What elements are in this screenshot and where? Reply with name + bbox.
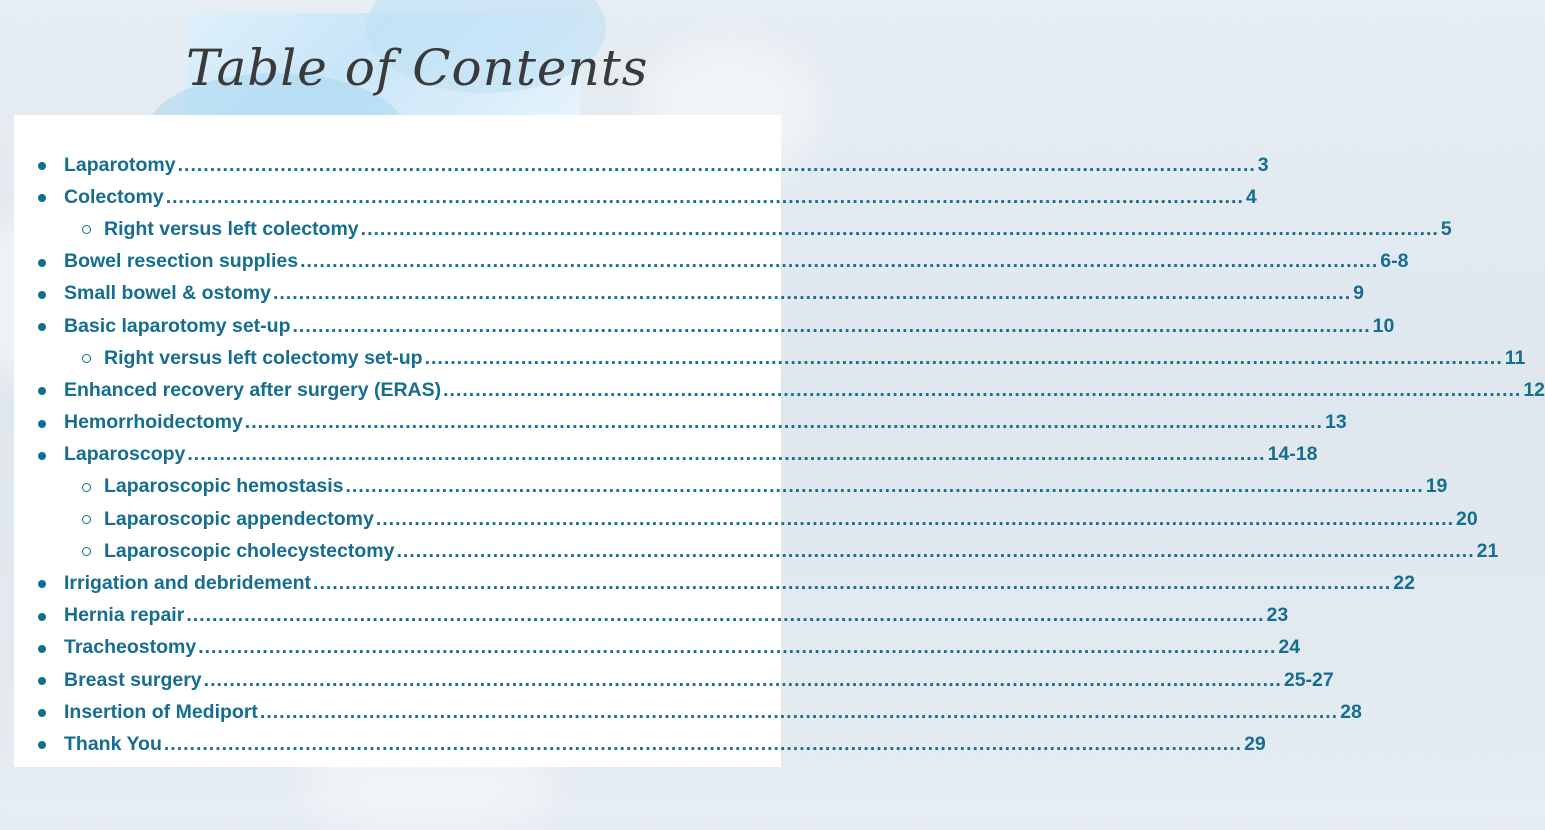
toc-label: Enhanced recovery after surgery (ERAS) [64, 378, 442, 401]
toc-line [104, 217, 1452, 241]
toc-subitem[interactable] [14, 535, 1499, 567]
toc-label: Basic laparotomy set-up [64, 314, 291, 337]
toc-subitem[interactable] [14, 471, 1448, 503]
toc-page-number: 4 [1245, 185, 1257, 208]
dot-leader [204, 669, 1282, 692]
toc-line [104, 507, 1478, 531]
bullet-icon [38, 387, 46, 395]
dot-leader [198, 636, 1276, 659]
toc-item[interactable] [14, 600, 1289, 632]
toc-item[interactable] [14, 246, 1409, 278]
toc-label: Laparoscopic hemostasis [104, 475, 344, 498]
toc-line [64, 636, 1301, 659]
hollow-bullet-icon [82, 515, 91, 524]
dot-leader [292, 315, 1370, 338]
bullet-icon [38, 259, 46, 267]
toc-line [64, 314, 1395, 338]
toc-subitem[interactable] [14, 342, 1526, 374]
dot-leader [164, 733, 1242, 756]
dot-leader [166, 186, 1244, 209]
toc-item[interactable] [14, 439, 1318, 471]
toc-label: Right versus left colectomy [104, 217, 359, 240]
hollow-bullet-icon [82, 547, 91, 556]
bullet-icon [38, 580, 46, 588]
bullet-icon [38, 741, 46, 749]
toc-label: Insertion of Mediport [64, 700, 258, 723]
toc-page-number: 6-8 [1380, 250, 1409, 273]
toc-label: Thank You [64, 732, 162, 755]
toc-item[interactable] [14, 567, 1415, 599]
dot-leader [361, 218, 1439, 241]
toc-item[interactable] [14, 664, 1334, 696]
toc-page-number: 28 [1340, 700, 1362, 723]
dot-leader [300, 250, 1378, 273]
dot-leader [178, 154, 1256, 177]
toc-line [64, 700, 1362, 724]
toc-page-number: 14-18 [1267, 443, 1318, 466]
toc-item[interactable] [14, 374, 1545, 406]
toc-line [64, 282, 1365, 305]
toc-line [64, 411, 1347, 434]
toc-item[interactable] [14, 310, 1395, 342]
toc-label: Laparoscopy [64, 443, 186, 466]
toc-page-number: 24 [1278, 636, 1301, 659]
toc-page-number: 23 [1266, 604, 1289, 627]
toc-label: Laparoscopic appendectomy [104, 507, 374, 530]
toc-line [64, 732, 1266, 756]
toc-line [64, 668, 1334, 692]
toc-item[interactable] [14, 181, 1257, 213]
toc-page-number: 13 [1324, 411, 1347, 434]
bullet-icon [38, 323, 46, 331]
toc-item[interactable] [14, 632, 1301, 664]
dot-leader [396, 540, 1474, 563]
toc-label: Hemorrhoidectomy [64, 411, 243, 434]
hollow-bullet-icon [82, 483, 91, 492]
toc-line [64, 185, 1257, 209]
bullet-icon [38, 420, 46, 428]
toc-subitem[interactable] [14, 213, 1452, 245]
toc-page-number: 9 [1353, 282, 1365, 305]
toc-label: Laparoscopic cholecystectomy [104, 539, 395, 562]
dot-leader [425, 347, 1503, 370]
page-title: Table of Contents [186, 39, 649, 97]
bullet-icon [38, 452, 46, 460]
toc-line [104, 475, 1448, 498]
toc-line [104, 539, 1499, 563]
toc-item[interactable] [14, 696, 1362, 728]
toc-label: Breast surgery [64, 668, 202, 691]
toc-page-number: 22 [1393, 572, 1415, 595]
toc-page-number: 11 [1504, 346, 1526, 369]
toc-line [64, 604, 1289, 627]
toc-label: Hernia repair [64, 604, 185, 627]
toc-label: Bowel resection supplies [64, 250, 299, 273]
dot-leader [346, 475, 1424, 498]
toc-list [14, 149, 1545, 761]
dot-leader [443, 379, 1521, 402]
hollow-bullet-icon [82, 354, 91, 363]
toc-item[interactable] [14, 728, 1266, 760]
toc-label: Irrigation and debridement [64, 572, 312, 595]
toc-page-number: 21 [1476, 539, 1499, 562]
dot-leader [313, 572, 1391, 595]
toc-label: Small bowel & ostomy [64, 282, 271, 305]
toc-page-number: 19 [1425, 475, 1448, 498]
toc-label: Tracheostomy [64, 636, 197, 659]
toc-line [64, 250, 1409, 273]
toc-line [64, 443, 1318, 466]
hollow-bullet-icon [82, 225, 91, 234]
toc-label: Laparotomy [64, 153, 176, 176]
dot-leader [260, 701, 1338, 724]
bullet-icon [38, 645, 46, 653]
toc-page-number: 10 [1372, 314, 1395, 337]
dot-leader [245, 411, 1323, 434]
toc-item[interactable] [14, 149, 1269, 181]
bullet-icon [38, 613, 46, 621]
toc-line [64, 153, 1269, 177]
bullet-icon [38, 709, 46, 717]
contents-card [14, 115, 1545, 767]
toc-label: Right versus left colectomy set-up [104, 346, 423, 369]
bullet-icon [38, 291, 46, 299]
dot-leader [273, 282, 1351, 305]
dot-leader [187, 443, 1265, 466]
toc-page-number: 25-27 [1283, 668, 1334, 691]
bullet-icon [38, 194, 46, 202]
toc-page-number: 29 [1244, 732, 1266, 755]
toc-page-number: 12 [1523, 378, 1545, 401]
bullet-icon [38, 677, 46, 685]
dot-leader [186, 604, 1264, 627]
dot-leader [376, 508, 1454, 531]
toc-page-number: 20 [1456, 507, 1478, 530]
toc-subitem[interactable] [14, 503, 1478, 535]
toc-item[interactable] [14, 278, 1365, 310]
toc-line [64, 378, 1545, 402]
toc-line [64, 572, 1415, 595]
toc-line [104, 346, 1526, 370]
toc-page-number: 3 [1257, 153, 1269, 176]
toc-label: Colectomy [64, 185, 164, 208]
toc-page-number: 5 [1440, 217, 1452, 240]
toc-item[interactable] [14, 407, 1347, 439]
bullet-icon [38, 162, 46, 170]
